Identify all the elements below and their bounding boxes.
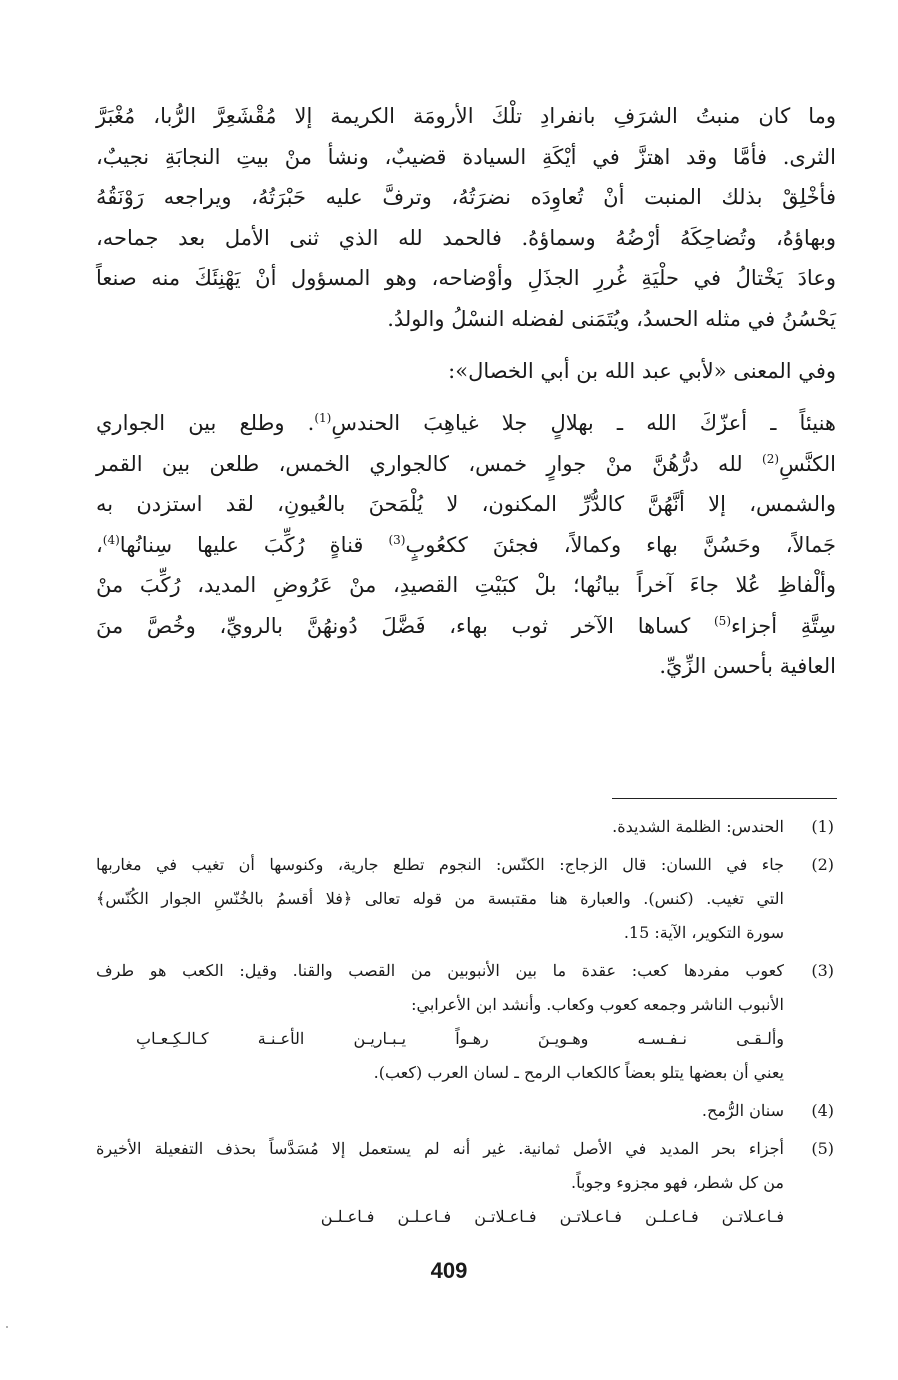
footnote-number: (4) [811, 1101, 834, 1120]
text-line: والشمس، إلا أنَّهُنَّ كالدُّرِّ المكنون، لا يُلْمَحنَ بالعُيونِ، لقد استزدن به [96, 492, 836, 516]
footnote-ref: (1) [314, 411, 332, 425]
page-number: 409 [430, 1258, 468, 1283]
footnote-line: جاء في اللسان: قال الزجاج: الكنّس: النجوم تطلع جارية، وكنوسها أن تغيب في مغاربها [96, 855, 784, 874]
footnote-3 [96, 954, 840, 1090]
section-intro: وفي المعنى «لأبي عبد الله بن أبي الخصال»: [448, 359, 836, 383]
prosody-meter: فـاعـلاتـن فـاعـلـن فـاعـلاتـن فـاعـلاتـن فـاعـلـن فـاعـلـن [320, 1207, 784, 1226]
text-line: يَحْسُنُ في مثله الحسدُ، ويُتَمَنى لفضله النسْلُ والولدُ. [387, 306, 836, 331]
text-line: وعادَ يَخْتالُ في حلْيَةِ غُررِ الجذَلِ وأوْضاحه، وهو المسؤول أنْ يَهْنِئَكَ منه صنعاً [96, 266, 836, 290]
text-line: جَمالاً، وحَسُنَّ بهاء وكمالاً، فجئنَ ككعُوبٍ$^{(3)}$ قناةٍ رُكِّبَ عليها سِنانُها$^{(4)}$، [96, 532, 836, 557]
text-line: هنيئاً ـ أعزّكَ الله ـ بهلالٍ جلا غياهِبَ الحندسِ$^{(1)}$. وطلع بين الجواري [96, 411, 836, 435]
text-line: سِتَّةِ أجزاء$^{(5)}$ كساها الآخر ثوب بهاء، فَضَّلَ دُونهُنَّ بالرويِّ، وخُصَّ منَ [96, 613, 836, 638]
footnote-ref: (4) [102, 532, 120, 547]
footnote-number: (5) [811, 1139, 834, 1158]
footnote-divider [612, 798, 837, 799]
text-line: وبهاؤهُ، وتُضاحِكَهُ أرْضُهُ وسماؤهُ. فالحمد لله الذي ثنى الأمل بعد جماحه، [96, 225, 836, 250]
footnote-5 [96, 1132, 840, 1234]
paragraph-1 [96, 96, 836, 339]
footnote-number: (1) [811, 817, 834, 836]
scan-speck [6, 1326, 8, 1328]
text-line: الكنَّسِ$^{(2)}$ لله درُّهُنَّ منْ جوارٍ خمس، كالجواري الخمس، طلعن بين القمر [96, 451, 836, 476]
footnote-number: (2) [811, 855, 834, 874]
footnote-line: يعني أن بعضها يتلو بعضاً كالكعاب الرمح ـ لسان العرب (كعب). [373, 1063, 784, 1082]
footnote-number: (3) [811, 961, 834, 980]
footnote-line: سورة التكوير، الآية: 15. [623, 923, 784, 942]
footnote-ref: (3) [388, 532, 406, 547]
footnote-1 [96, 810, 840, 844]
footnote-4 [96, 1094, 840, 1128]
footnote-line: الأنبوب الناشر وجمعه كعوب وكعاب. وأنشد ابن الأعرابي: [411, 995, 784, 1014]
text-line: وألْفاظِ عُلا جاءَ آخراً بيانُها؛ بلْ كبَيْتِ القصيدِ، منْ عَرُوضِ المديد، رُكِّبَ منْ [96, 573, 836, 597]
footnote-line: من كل شطر، فهو مجزوء وجوباً. [571, 1173, 784, 1192]
main-text [96, 96, 836, 687]
footnote-line: سنان الرُّمح. [701, 1101, 784, 1120]
text-line: وما كان منبتُ الشرَفِ بانفرادِ تلْكَ الأرومَة الكريمة إلا مُقْشَعِرَّ الرُّبا، مُغْبَرَّ [96, 104, 836, 128]
footnote-line: أجزاء بحر المديد في الأصل ثمانية. غير أنه لم يستعمل إلا مُسَدَّساً بحذف التفعيلة الأخيرة [96, 1139, 784, 1158]
footnotes [96, 810, 840, 1238]
text-line: فأخْلِقْ بذلك المنبت أنْ تُعاوِدَه نضرَتُهُ، وترفَّ عليه حَبْرَتُهُ، ويراجعه رَوْنَقُهُ [96, 185, 836, 209]
footnote-line: كعوب مفردها كعب: عقدة ما بين الأنبوبين من القصب والقنا. وقيل: الكعب هو طرف [96, 961, 784, 980]
text-line: العافية بأحسن الزِّيِّ. [659, 654, 836, 678]
text-line: الثرى. فأمَّا وقد اهتزَّ في أيْكَةِ السيادة قضيبٌ، ونشأ منْ بيتِ النجابَةِ نجيبٌ، [96, 144, 836, 169]
paragraph-2 [96, 403, 836, 687]
poetry-verse: وألـقـى نـفـسـه وهـويـنَ رهـواً يـبـاريـن الأعـنـة كـالـكِـعـابِ [136, 1029, 784, 1048]
footnote-line: الحندس: الظلمة الشديدة. [612, 817, 784, 836]
footnote-2 [96, 848, 840, 950]
footnote-ref: (2) [762, 451, 780, 466]
footnote-line: التي تغيب. (كنس). والعبارة هنا مقتبسة من قوله تعالى ﴿فلا أقسمُ بالخُنّسِ الجوار الكُنّس﴾ [96, 889, 784, 908]
footnote-ref: (5) [713, 613, 731, 628]
